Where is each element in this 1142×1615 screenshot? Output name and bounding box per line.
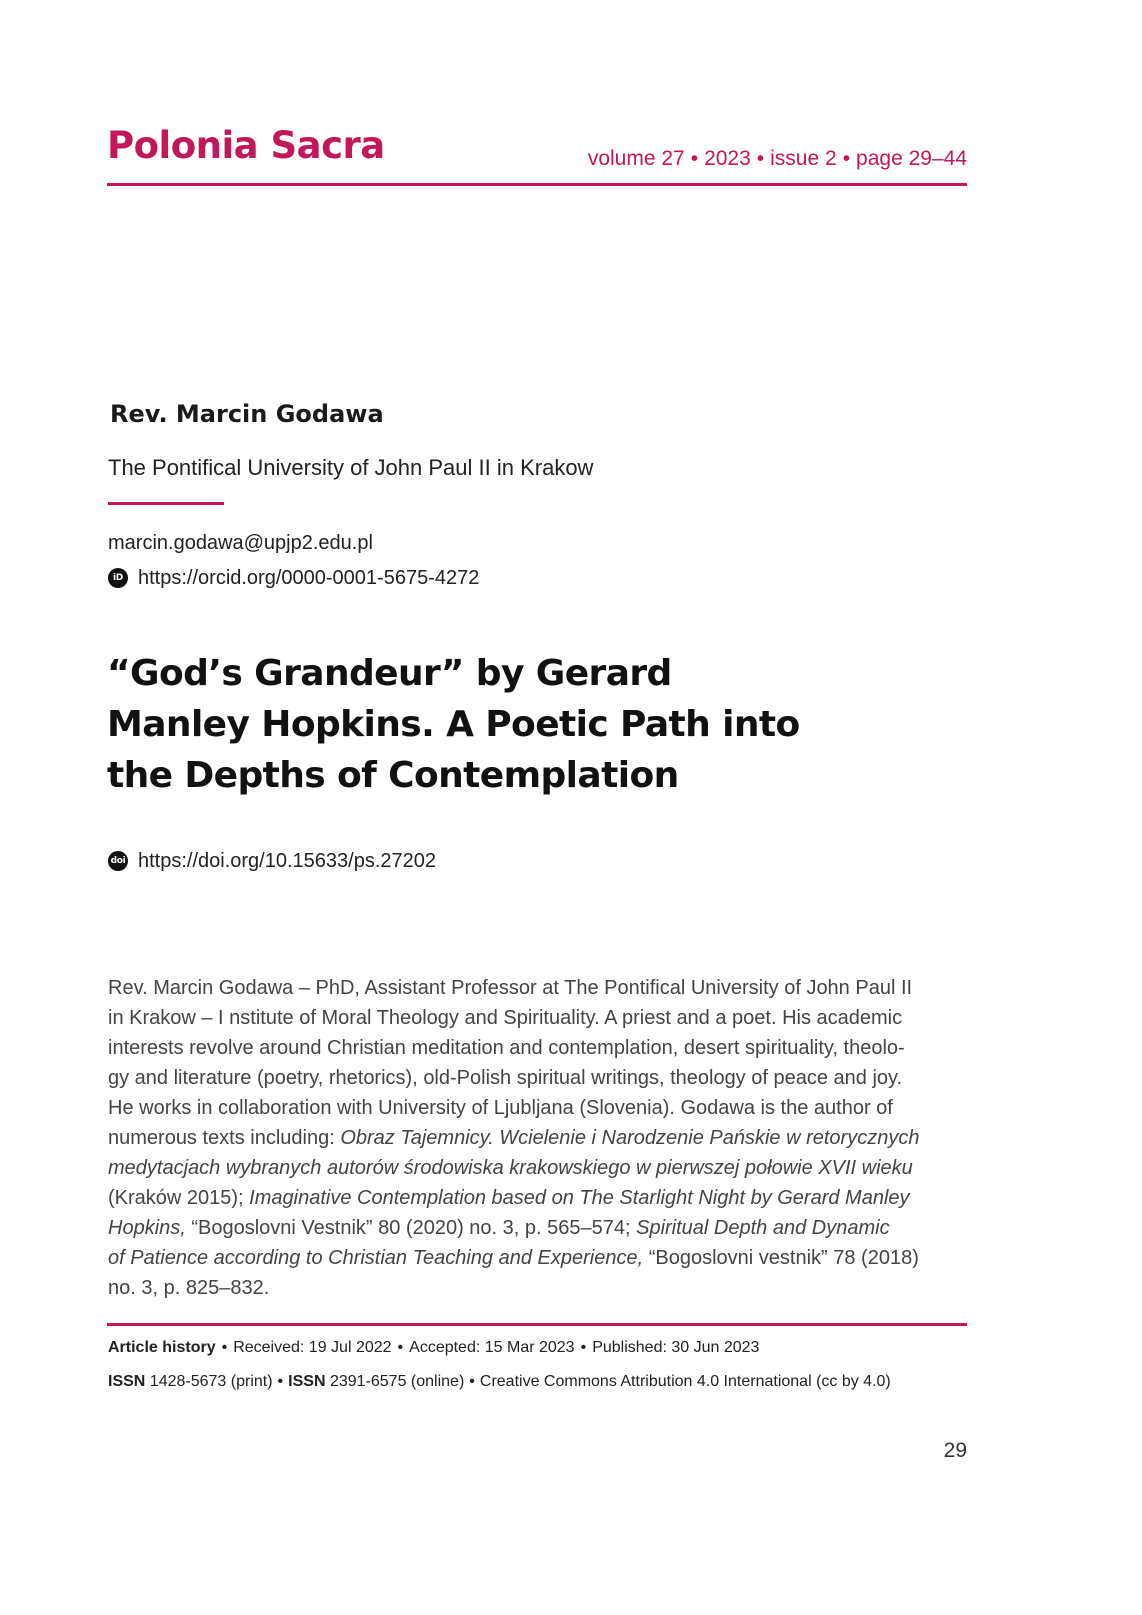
bio-cited-title: of Patience according to Christian Teaching and Experience, xyxy=(108,1247,644,1269)
orcid-line xyxy=(108,568,479,588)
author-affiliation: The Pontifical University of John Paul II in Krakow xyxy=(108,455,594,480)
author-bio xyxy=(108,973,968,1303)
doi-line xyxy=(108,851,436,871)
received-date: Received: 19 Jul 2022 xyxy=(233,1339,392,1356)
bio-cited-title: Obraz Tajemnicy. Wcielenie i Narodzenie Pańskie w retorycznych xyxy=(340,1127,920,1149)
article-title-line: the Depths of Contemplation xyxy=(107,755,679,796)
issn-print: 1428-5673 (print) xyxy=(149,1373,273,1390)
bio-line: gy and literature (poetry, rhetorics), old-Polish spiritual writings, theology of peace and joy. xyxy=(108,1067,903,1089)
accepted-date: Accepted: 15 Mar 2023 xyxy=(409,1339,575,1356)
bio-line xyxy=(108,1153,968,1183)
page-number: 29 xyxy=(943,1439,967,1462)
article-title-line: Manley Hopkins. A Poetic Path into xyxy=(107,704,800,745)
bio-line xyxy=(108,1183,968,1213)
published-date: Published: 30 Jun 2023 xyxy=(592,1339,760,1356)
separator: • xyxy=(469,1373,475,1390)
article-title-line: “God’s Grandeur” by Gerard xyxy=(107,653,672,694)
separator: • xyxy=(690,147,699,170)
separator: • xyxy=(397,1339,404,1356)
bio-text: “Bogoslovni vestnik” 78 (2018) xyxy=(643,1247,919,1269)
year-label: 2023 xyxy=(704,147,751,170)
footer-divider xyxy=(107,1323,967,1326)
issn-online-label: ISSN xyxy=(288,1373,326,1390)
bio-cited-title: Spiritual Depth and Dynamic xyxy=(636,1217,890,1239)
separator: • xyxy=(580,1339,587,1356)
bio-text: “Bogoslovni Vestnik” 80 (2020) no. 3, p. 565–574; xyxy=(185,1217,637,1239)
separator: • xyxy=(277,1373,284,1390)
bio-text: (Kraków 2015); xyxy=(108,1187,250,1209)
bio-line: in Krakow – I nstitute of Moral Theology and Spirituality. A priest and a poet. His academic xyxy=(108,1007,903,1029)
journal-issue-info xyxy=(588,148,967,169)
bio-text: numerous texts including: xyxy=(108,1127,341,1149)
bio-line: He works in collaboration with University of Ljubljana (Slovenia). Godawa is the author of xyxy=(108,1097,893,1119)
header-divider xyxy=(107,183,967,186)
orcid-icon: iD xyxy=(108,568,128,588)
bio-line xyxy=(108,1243,968,1273)
bio-line: interests revolve around Christian meditation and contemplation, desert spirituality, theolo- xyxy=(108,1037,905,1059)
issn-online: 2391-6575 (online) xyxy=(329,1373,465,1390)
author-email-link[interactable]: marcin.godawa@upjp2.edu.pl xyxy=(108,532,373,554)
doi-link[interactable]: https://doi.org/10.15633/ps.27202 xyxy=(138,850,437,872)
issue-label: issue 2 xyxy=(770,147,837,170)
journal-title: Polonia Sacra xyxy=(107,124,385,167)
volume-label: volume 27 xyxy=(587,147,685,170)
author-name: Rev. Marcin Godawa xyxy=(110,400,384,428)
orcid-link[interactable]: https://orcid.org/0000-0001-5675-4272 xyxy=(138,567,480,589)
separator: • xyxy=(842,147,851,170)
bio-cited-title: medytacjach wybranych autorów środowiska krakowskiego w pierwszej połowie XVII wieku xyxy=(108,1157,913,1179)
license-text: Creative Commons Attribution 4.0 International (cc by 4.0) xyxy=(479,1373,891,1390)
issn-license-line xyxy=(108,1374,891,1390)
article-title xyxy=(107,648,827,801)
bio-line: no. 3, p. 825–832. xyxy=(108,1277,270,1299)
separator: • xyxy=(221,1339,228,1356)
author-divider xyxy=(108,502,224,505)
bio-cited-title: Imaginative Contemplation based on The Starlight Night by Gerard Manley xyxy=(249,1187,910,1209)
bio-cited-title: Hopkins, xyxy=(108,1217,186,1239)
pages-label: page 29–44 xyxy=(856,147,967,170)
bio-line xyxy=(108,1213,968,1243)
issn-print-label: ISSN xyxy=(108,1373,146,1390)
separator: • xyxy=(756,147,765,170)
bio-line: Rev. Marcin Godawa – PhD, Assistant Professor at The Pontifical University of John Paul II xyxy=(108,977,913,999)
article-history xyxy=(108,1340,759,1356)
bio-line xyxy=(108,1123,968,1153)
doi-icon: doi xyxy=(108,851,128,871)
history-label: Article history xyxy=(108,1339,216,1356)
